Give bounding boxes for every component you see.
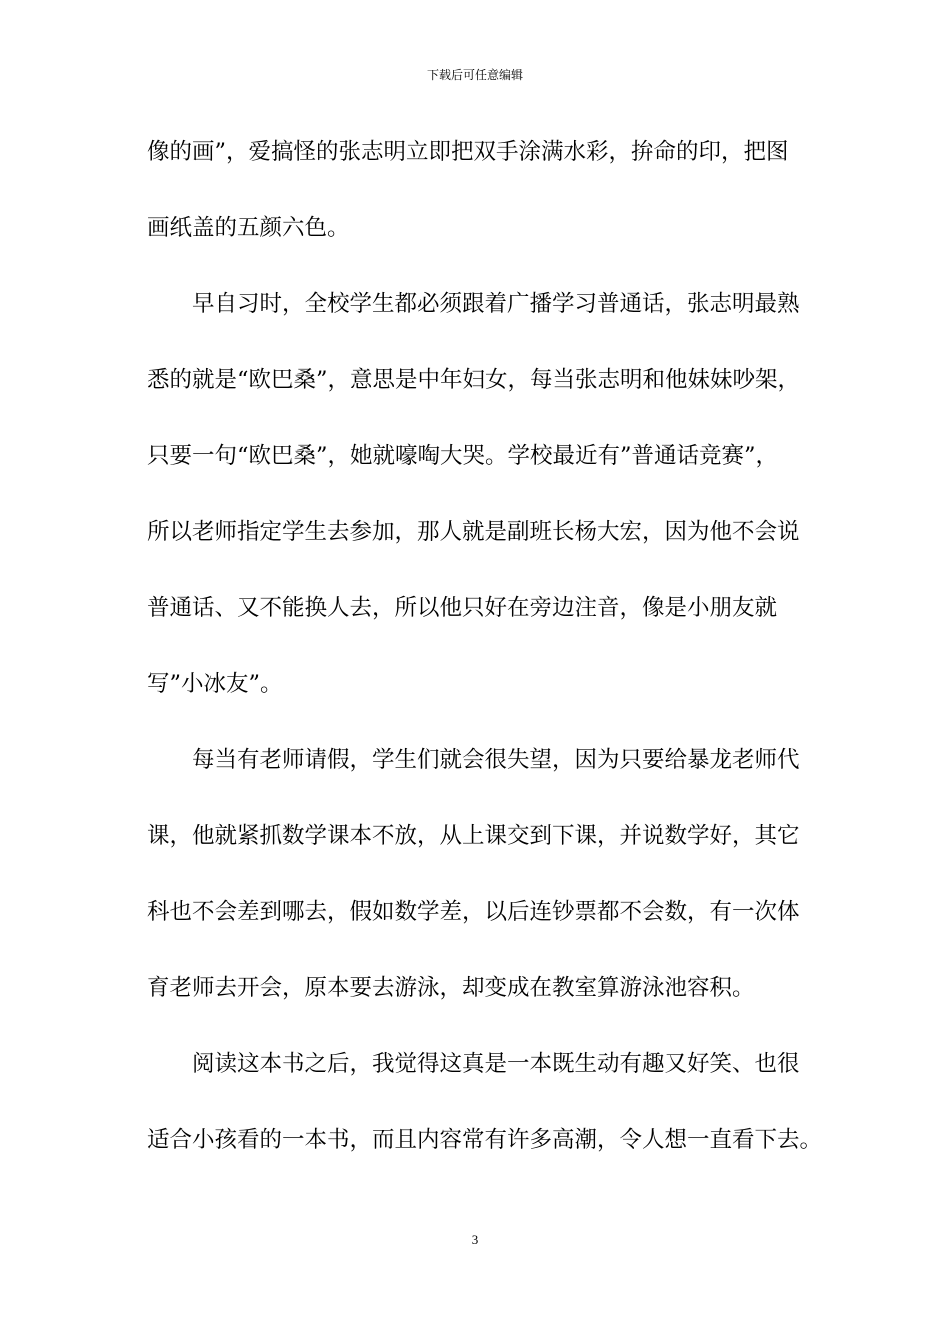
text-line: 适合小孩看的一本书，而且内容常有许多高潮，令人想一直看下去。 (147, 1127, 823, 1153)
text-line: 每当有老师请假，学生们就会很失望，因为只要给暴龙老师代 (147, 747, 800, 773)
text-line: 只要一句“欧巴桑”，她就嚎啕大哭。学校最近有”普通话竞赛”， (147, 443, 779, 469)
text-line: 像的画”，爱搞怪的张志明立即把双手涂满水彩，拚命的印，把图 (147, 139, 789, 165)
text-line: 所以老师指定学生去参加，那人就是副班长杨大宏，因为他不会说 (147, 519, 800, 545)
text-line: 普通话、又不能换人去，所以他只好在旁边注音，像是小朋友就 (147, 595, 778, 621)
page-header: 下载后可任意编辑 (426, 68, 523, 82)
text-line: 阅读这本书之后，我觉得这真是一本既生动有趣又好笑、也很 (147, 1051, 800, 1077)
text-line: 课，他就紧抓数学课本不放，从上课交到下课，并说数学好，其它 (147, 823, 800, 849)
text-line: 悉的就是“欧巴桑”，意思是中年妇女，每当张志明和他妹妹吵架， (147, 367, 801, 393)
text-line: 早自习时，全校学生都必须跟着广播学习普通话，张志明最熟 (147, 291, 800, 317)
page-number: 3 (471, 1232, 479, 1247)
text-line: 育老师去开会，原本要去游泳，却变成在教室算游泳池容积。 (147, 975, 755, 1001)
text-line: 画纸盖的五颜六色。 (147, 215, 350, 241)
text-line: 写”小冰友”。 (147, 671, 283, 697)
text-line: 科也不会差到哪去，假如数学差，以后连钞票都不会数，有一次体 (147, 899, 800, 925)
